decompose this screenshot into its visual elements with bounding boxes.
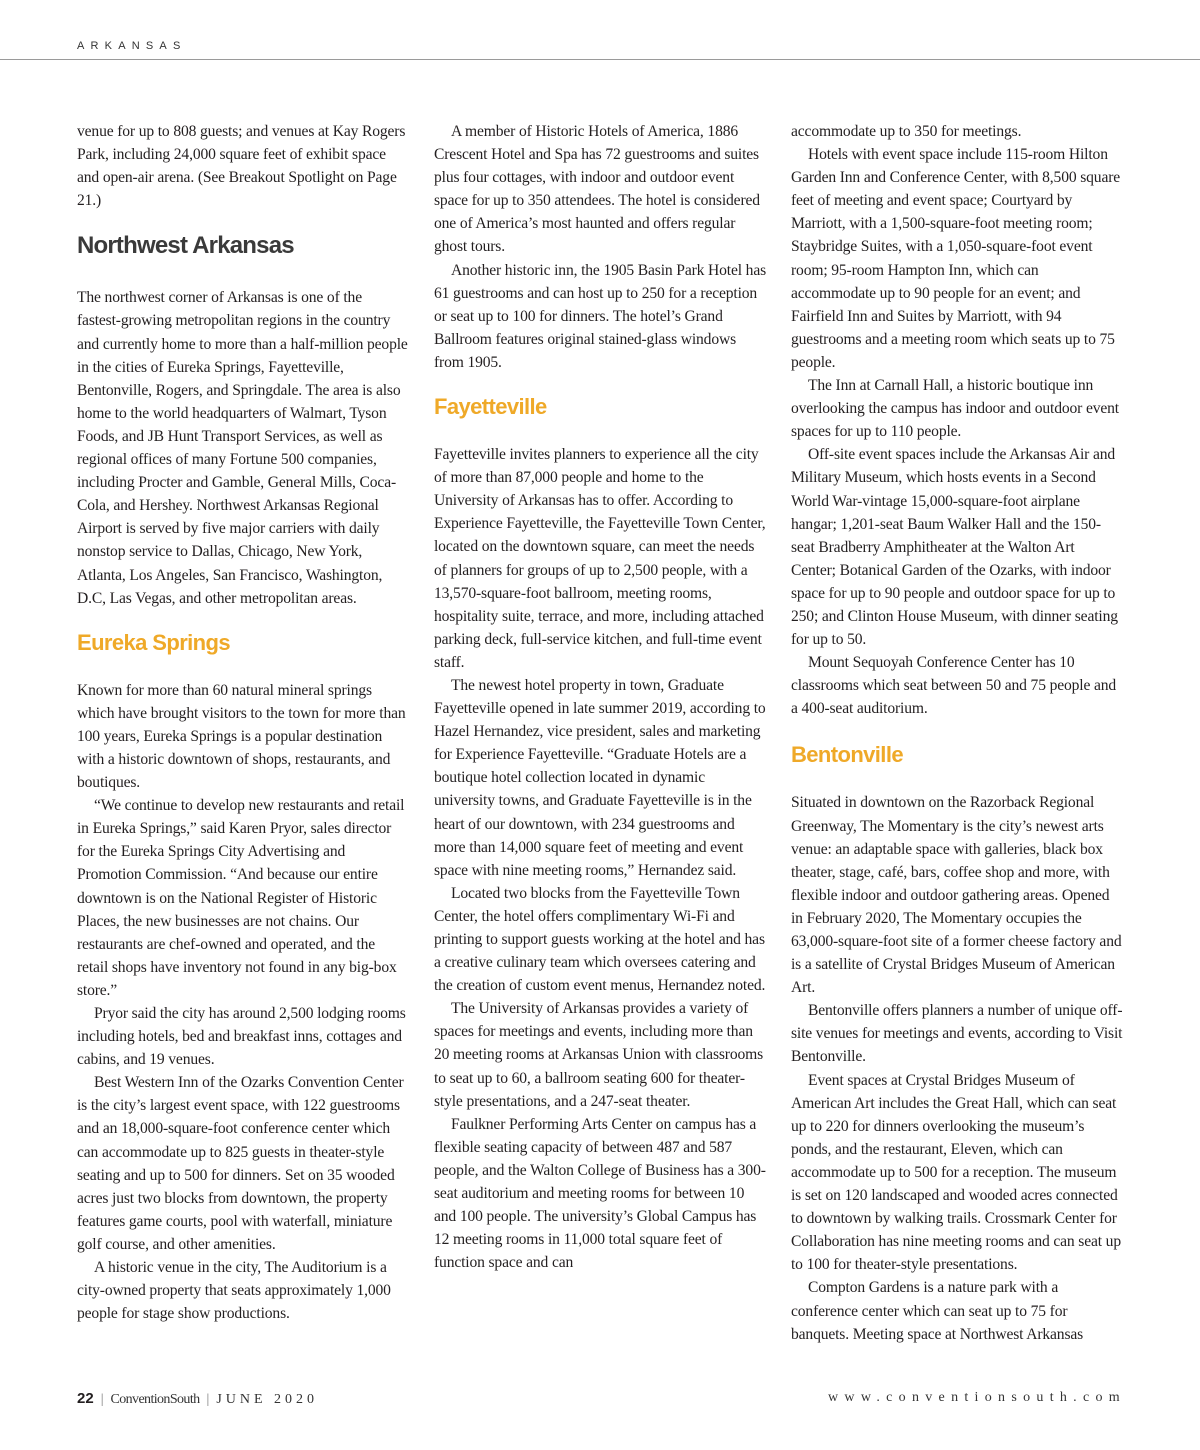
body-paragraph: Bentonville offers planners a number of unique off-site venues for meetings and events, according to Visit Bentonville. <box>791 1002 1123 1066</box>
article-column-3 <box>791 120 1123 1346</box>
body-paragraph: The northwest corner of Arkansas is one of the fastest-growing metropolitan regions in the country and currently home to more than a half-million people in the cities of Eureka Springs, Fayetteville, Bentonville, Rogers, and Springdale. The area is also home to the world headquarters of Walmart, Tyson Foods, and JB Hunt Transport Services, as well as regional offices of many Fortune 500 companies, including Procter and Gamble, General Mills, Coca-Cola, and Hershey. Northwest Arkansas Regional Airport is served by five major carriers with daily nonstop service to Dallas, Chicago, New York, Atlanta, Los Angeles, San Francisco, Washington, D.C, Las Vegas, and other metropolitan areas. <box>77 289 408 607</box>
body-paragraph: Event spaces at Crystal Bridges Museum of American Art includes the Great Hall, which can seat up to 220 for dinners overlooking the museum’s ponds, and the restaurant, Eleven, which can accommodate up to 500 for a reception. The museum is set on 120 landscaped and wooded acres connected to downtown by walking trails. Crossmark Center for Collaboration has nine meeting rooms and can seat up to 100 for theater-style presentations. <box>791 1071 1121 1274</box>
body-paragraph: A member of Historic Hotels of America, 1886 Crescent Hotel and Spa has 72 guestrooms and suites plus four cottages, with indoor and outdoor event space for up to 350 attendees. The hotel is considered one of America’s most haunted and offers regular ghost tours. <box>434 123 760 256</box>
header-divider <box>0 59 1200 60</box>
article-column-2 <box>434 120 766 1274</box>
body-paragraph: Hotels with event space include 115-room Hilton Garden Inn and Conference Center, with 8,500 square feet of meeting and event space; Courtyard by Marriott, with a 1,500-square-foot meeting room; Staybridge Suites, with a 1,050-square-foot event room; 95-room Hampton Inn, which can accommodate up to 90 people for an event; and Fairfield Inn and Suites by Marriott, with 94 guestrooms and a meeting room which seats up to 75 people. <box>791 146 1121 371</box>
city-subheading: Fayetteville <box>434 394 547 420</box>
footer-separator: | <box>100 1392 104 1407</box>
body-paragraph: The University of Arkansas provides a variety of spaces for meetings and events, including more than 20 meeting rooms at Arkansas Union with classrooms to seat up to 60, a ballroom seating 600 for theater-style presentations, and a 247-seat theater. <box>434 1000 764 1110</box>
body-paragraph: The newest hotel property in town, Graduate Fayetteville opened in late summer 2019, according to Hazel Hernandez, vice president, sales and marketing for Experience Fayetteville. “Graduate Hotels are a boutique hotel collection located in dynamic university towns, and Graduate Fayetteville is in the heart of our downtown, with 234 guestrooms and more than 14,000 square feet of meeting and event space with nine meeting rooms,” Hernandez said. <box>434 676 766 879</box>
page-number: 22 <box>77 1390 94 1407</box>
body-paragraph: venue for up to 808 guests; and venues at Kay Rogers Park, including 24,000 square feet of exhibit space and open-air arena. (See Breakout Spotlight on Page 21.) <box>77 123 406 210</box>
magazine-name: ConventionSouth <box>110 1392 200 1407</box>
issue-date: JUNE 2020 <box>216 1392 319 1407</box>
body-paragraph: Best Western Inn of the Ozarks Convention Center is the city’s largest event space, with 122 guestrooms and an 18,000-square-foot conference center which can accommodate up to 825 guests in theater-style seating and up to 500 for dinners. Set on 35 wooded acres just two blocks from downtown, the property features game courts, pool with waterfall, miniature golf course, and other amenities. <box>77 1074 404 1253</box>
body-paragraph: Pryor said the city has around 2,500 lodging rooms including hotels, bed and breakfast inns, cottages and cabins, and 19 venues. <box>77 1005 406 1069</box>
body-paragraph: Mount Sequoyah Conference Center has 10 classrooms which seat between 50 and 75 people and a 400-seat auditorium. <box>791 654 1117 718</box>
page-footer <box>77 1390 318 1410</box>
body-paragraph: Another historic inn, the 1905 Basin Park Hotel has 61 guestrooms and can host up to 250 for a reception or seat up to 100 for dinners. The hotel’s Grand Ballroom features original stained-glass windows from 1905. <box>434 261 767 371</box>
article-column-1 <box>77 120 409 1325</box>
body-paragraph: The Inn at Carnall Hall, a historic boutique inn overlooking the campus has indoor and outdoor event spaces for up to 110 people. <box>791 377 1119 441</box>
body-paragraph: A historic venue in the city, The Auditorium is a city-owned property that seats approximately 1,000 people for stage show productions. <box>77 1259 391 1323</box>
body-paragraph: Located two blocks from the Fayetteville Town Center, the hotel offers complimentary Wi-Fi and printing to support guests working at the hotel and has a creative culinary team which oversees catering and the creation of custom event menus, Hernandez noted. <box>434 884 766 995</box>
body-paragraph: Compton Gardens is a nature park with a conference center which can seat up to 75 for banquets. Meeting space at Northwest Arkansas <box>791 1279 1084 1343</box>
body-paragraph: accommodate up to 350 for meetings. <box>791 123 1022 140</box>
section-label: ARKANSAS <box>77 40 187 52</box>
body-paragraph: Faulkner Performing Arts Center on campus has a flexible seating capacity of between 487 and 587 people, and the Walton College of Business has a 300-seat auditorium and meeting rooms for between 10 and 100 people. The university’s Global Campus has 12 meeting rooms in 11,000 total square feet of function space and can <box>434 1115 766 1272</box>
body-paragraph: Off-site event spaces include the Arkansas Air and Military Museum, which hosts events in a Second World War-vintage 15,000-square-foot airplane hangar; 1,201-seat Baum Walker Hall and the 150-seat Bradberry Amphitheater at the Walton Art Center; Botanical Garden of the Ozarks, with indoor space for up to 90 people and outdoor space for up to 250; and Clinton House Museum, with dinner seating for up to 50. <box>791 446 1118 649</box>
section-heading: Northwest Arkansas <box>77 232 294 260</box>
body-paragraph: Known for more than 60 natural mineral springs which have brought visitors to the town for more than 100 years, Eureka Springs is a popular destination with a historic downtown of shops, restaurants, and boutiques. <box>77 681 406 792</box>
city-subheading: Bentonville <box>791 742 903 768</box>
body-paragraph: Situated in downtown on the Razorback Regional Greenway, The Momentary is the city’s newest arts venue: an adaptable space with galleries, black box theater, stage, café, bars, coffee shop and more, with flexible indoor and outdoor gathering areas. Opened in February 2020, The Momentary occupies the 63,000-square-foot site of a former cheese factory and is a satellite of Crystal Bridges Museum of American Art. <box>791 794 1122 997</box>
city-subheading: Eureka Springs <box>77 629 230 655</box>
footer-separator: | <box>206 1392 210 1407</box>
body-paragraph: Fayetteville invites planners to experience all the city of more than 87,000 people and home to the University of Arkansas has to offer. According to Experience Fayetteville, the Fayetteville Town Center, located on the downtown square, can meet the needs of planners for groups of up to 2,500 people, with a 13,570-square-foot ballroom, meeting rooms, hospitality suite, terrace, and more, including attached parking deck, full-service kitchen, and full-time event staff. <box>434 446 766 671</box>
website-url: www.conventionsouth.com <box>828 1390 1126 1405</box>
body-paragraph: “We continue to develop new restaurants and retail in Eureka Springs,” said Karen Pryor, sales director for the Eureka Springs City Advertising and Promotion Commission. “And because our entire downtown is on the National Register of Historic Places, the new businesses are not chains. Our restaurants are chef-owned and operated, and the retail shops have inventory not found in any big-box store.” <box>77 797 405 999</box>
